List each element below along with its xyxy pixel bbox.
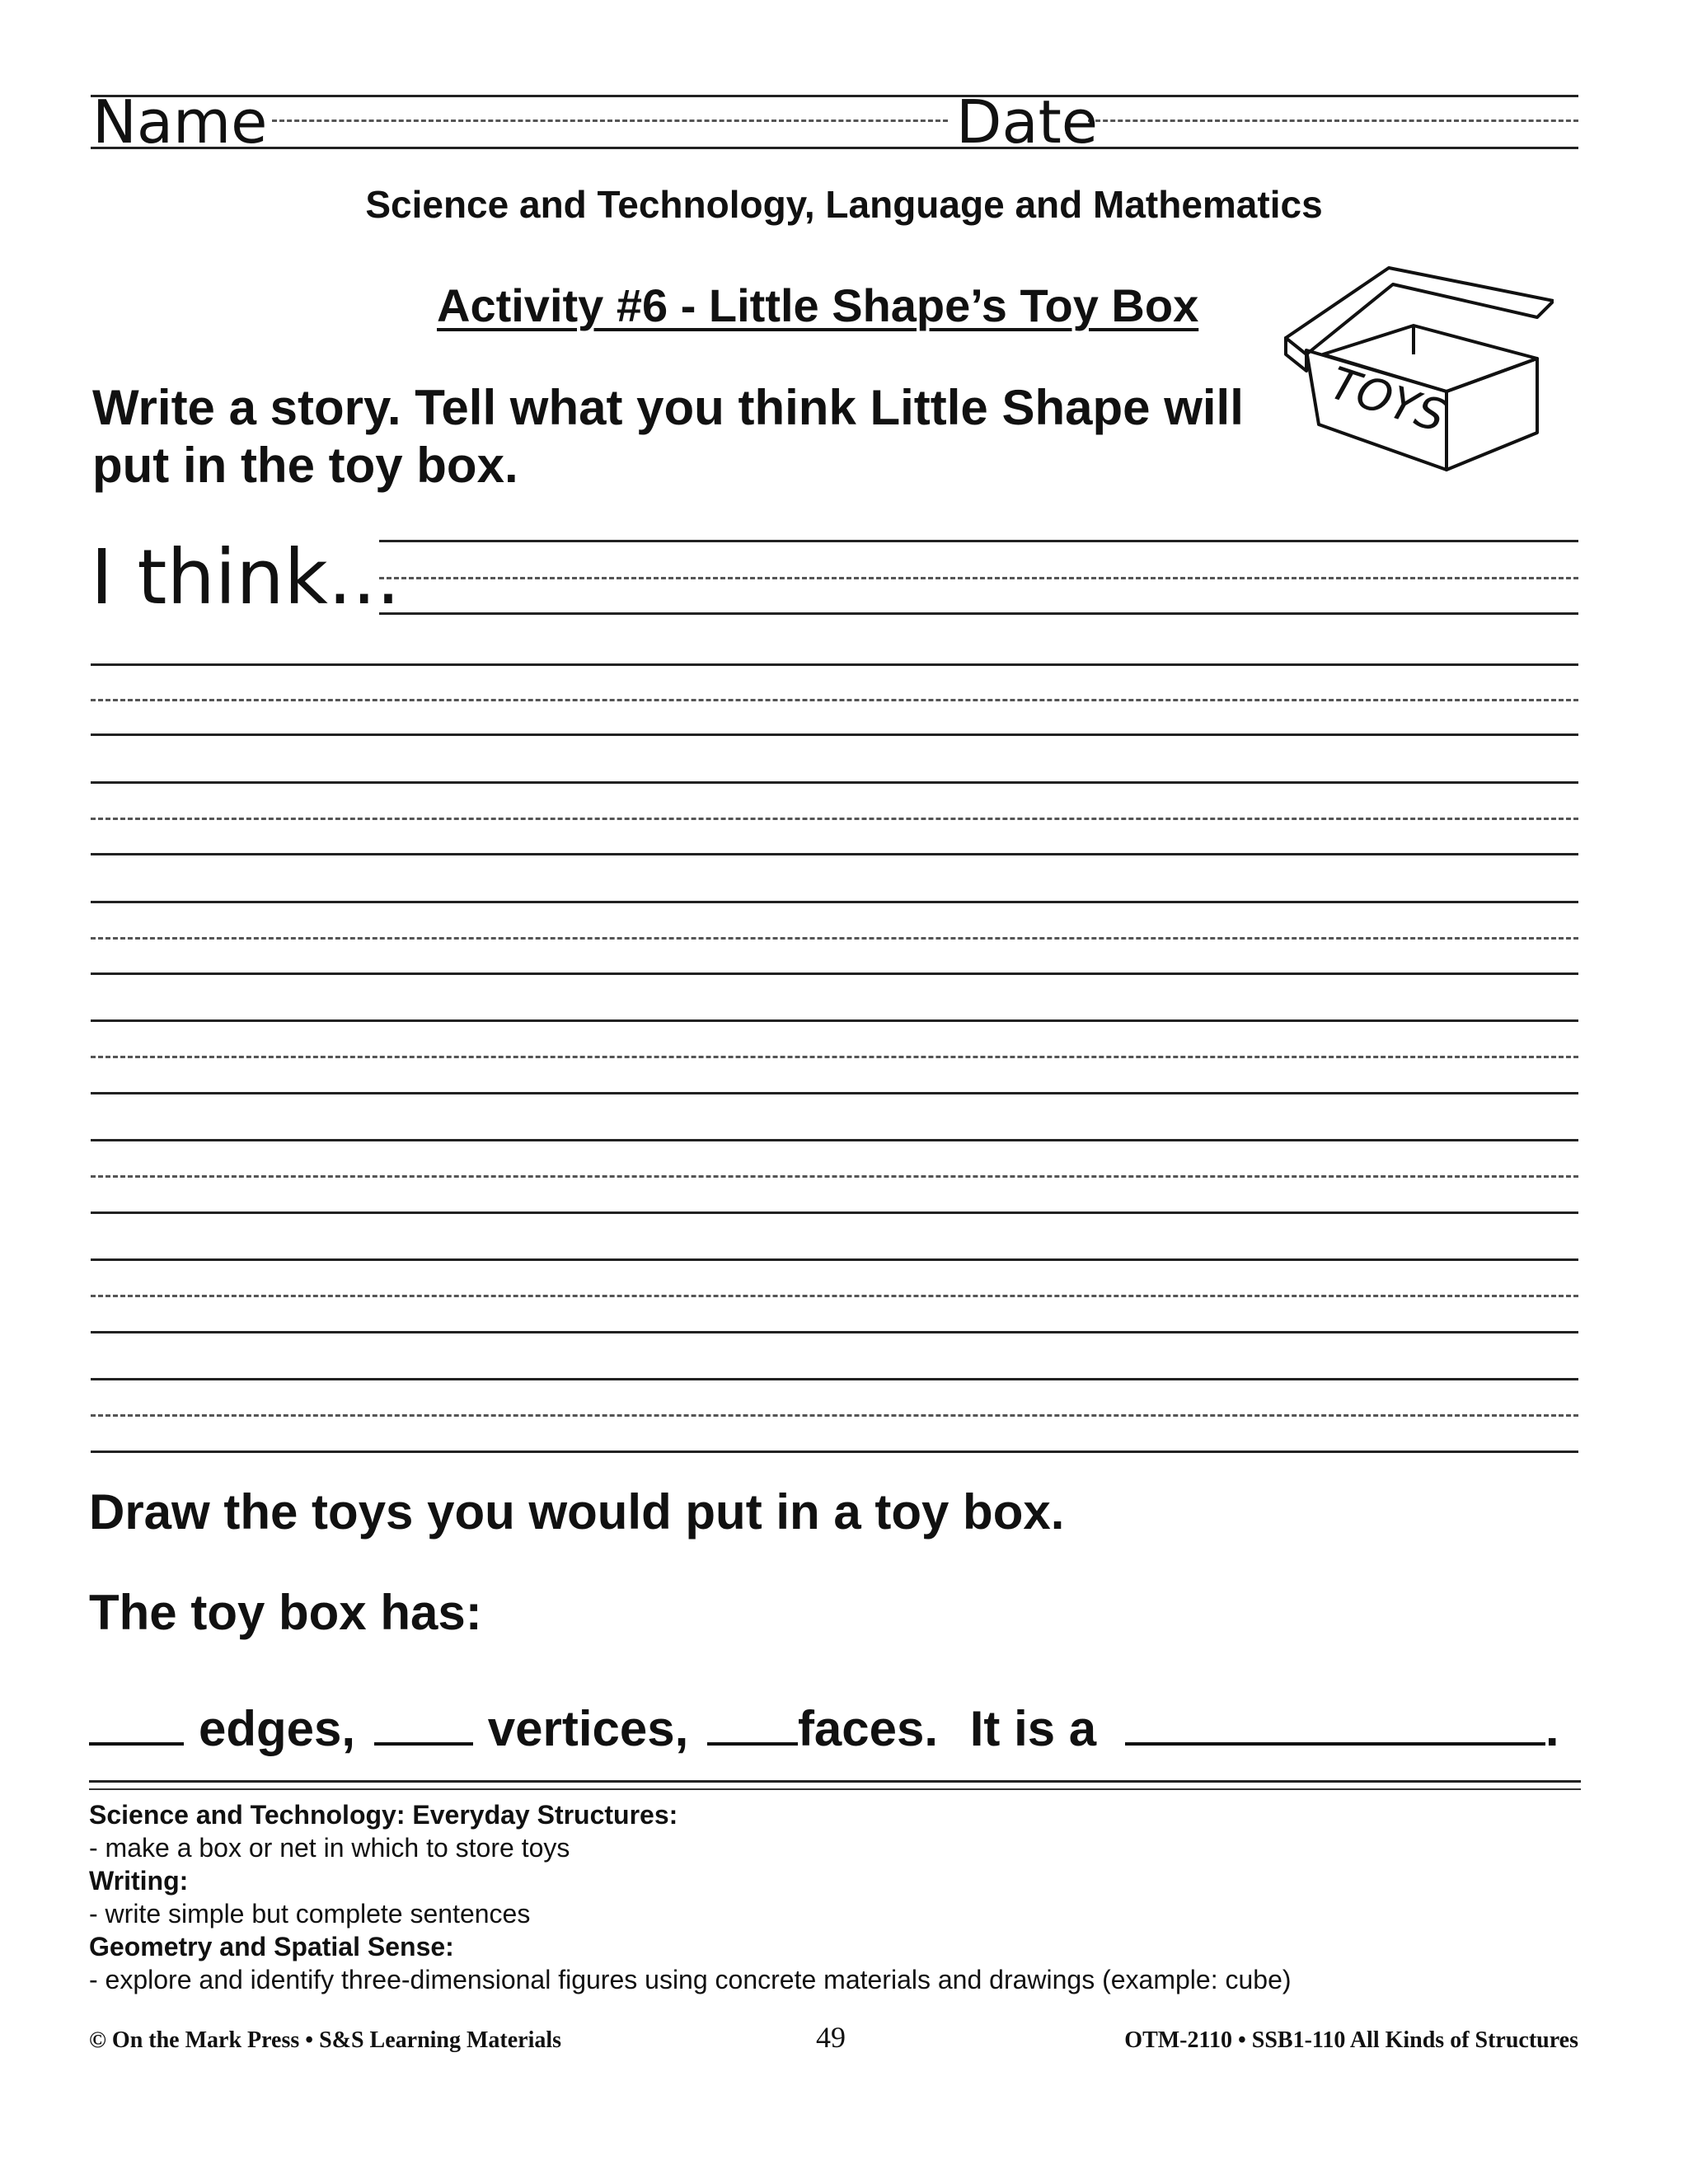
shape-name-blank[interactable] bbox=[1125, 1699, 1545, 1746]
footer-catalog: OTM-2110 • SSB1-110 All Kinds of Structures bbox=[1124, 2027, 1578, 2053]
instruction-line-2: put in the toy box. bbox=[92, 438, 518, 493]
i-think-prompt: I think... bbox=[91, 533, 401, 621]
edges-blank[interactable] bbox=[89, 1699, 184, 1746]
properties-line bbox=[89, 1699, 1559, 1758]
curriculum-heading-geometry: Geometry and Spatial Sense: bbox=[89, 1932, 454, 1961]
curriculum-item-science: - make a box or net in which to store toys bbox=[89, 1833, 570, 1863]
curriculum-notes bbox=[89, 1798, 1589, 1996]
section-divider-thin bbox=[89, 1788, 1581, 1790]
section-divider bbox=[89, 1780, 1581, 1783]
curriculum-heading-writing: Writing: bbox=[89, 1866, 189, 1896]
curriculum-heading-science: Science and Technology: Everyday Structures: bbox=[89, 1800, 678, 1830]
date-label: Date bbox=[956, 87, 1099, 157]
it-is-a-label: It is a bbox=[969, 1701, 1097, 1756]
faces-label: faces. bbox=[797, 1701, 939, 1756]
name-label: Name bbox=[92, 87, 268, 157]
curriculum-item-geometry: - explore and identify three-dimensional figures using concrete materials and drawings (example: cube) bbox=[89, 1965, 1292, 1994]
toy-box-icon bbox=[1282, 264, 1554, 478]
vertices-blank[interactable] bbox=[374, 1699, 473, 1746]
vertices-label: vertices, bbox=[487, 1701, 689, 1756]
subject-line: Science and Technology, Language and Mathematics bbox=[365, 183, 1323, 226]
edges-label: edges, bbox=[199, 1701, 356, 1756]
draw-instruction: Draw the toys you would put in a toy box. bbox=[89, 1484, 1065, 1540]
footer-publisher: © On the Mark Press • S&S Learning Materials bbox=[89, 2027, 562, 2053]
page-number: 49 bbox=[816, 2021, 846, 2054]
instruction-line-1: Write a story. Tell what you think Little Shape will bbox=[92, 380, 1244, 435]
toy-box-illustration bbox=[1282, 264, 1554, 478]
box-label: TOYS bbox=[1324, 357, 1452, 443]
faces-blank[interactable] bbox=[707, 1699, 798, 1746]
toy-box-has-label: The toy box has: bbox=[89, 1585, 482, 1640]
activity-title: Activity #6 - Little Shape’s Toy Box bbox=[437, 279, 1199, 331]
final-period: . bbox=[1545, 1701, 1559, 1756]
curriculum-item-writing: - write simple but complete sentences bbox=[89, 1899, 531, 1929]
